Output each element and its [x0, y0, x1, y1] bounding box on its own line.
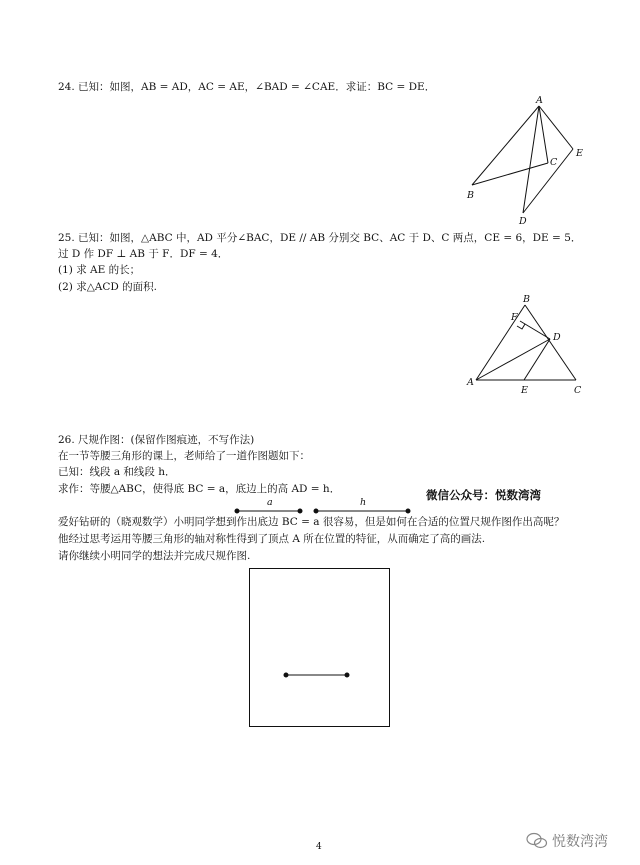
q25-seg-de [524, 339, 550, 380]
q24-seg-ac [539, 106, 548, 163]
q26-line5: 爱好钻研的（晓观数学）小明同学想到作出底边 BC = a 很容易，但是如何在合适的位置尺规作图作出高呢？ [58, 516, 565, 528]
q25-line4: (2) 求△ACD 的面积. [58, 281, 157, 293]
base-segment-start-dot [284, 673, 288, 677]
q25-label-f: F [511, 312, 518, 323]
q24-seg-bc [472, 163, 548, 185]
segment-h-end-dot [406, 509, 410, 513]
base-segment-end-dot [345, 673, 349, 677]
segment-a-start-dot [235, 509, 239, 513]
q25-label-e: E [521, 385, 528, 396]
page-number: 4 [316, 842, 322, 852]
q25-figure [460, 295, 590, 400]
q25-label-a: A [467, 377, 474, 388]
q24-label-e: E [576, 148, 583, 159]
q24-label-c: C [550, 157, 558, 168]
segment-a-label: a [267, 497, 273, 508]
q25-seg-ad [476, 339, 550, 380]
q26-line3: 已知：线段 a 和线段 h． [58, 466, 176, 478]
q26-line1: 26. 尺规作图：(保留作图痕迹，不写作法) [58, 434, 255, 446]
q25-line2: 过 D 作 DF ⊥ AB 于 F．DF = 4． [58, 248, 229, 260]
q24-label-d: D [519, 216, 527, 227]
segment-h-label: h [360, 497, 367, 508]
wechat-logo-icon [525, 831, 549, 851]
wechat-account-label: 微信公众号：悦数湾湾 [426, 488, 541, 502]
q24-seg-ae [539, 106, 573, 149]
construction-box [249, 568, 391, 728]
segment-h-start-dot [314, 509, 318, 513]
segment-a-end-dot [298, 509, 302, 513]
q26-line6: 他经过思考运用等腰三角形的轴对称性得到了顶点 A 所在位置的特征，从而确定了高的画法. [58, 533, 486, 545]
q24-label-a: A [536, 95, 543, 106]
q25-label-c: C [574, 385, 582, 396]
watermark-text: 悦数湾湾 [552, 834, 608, 850]
q26-line4: 求作：等腰△ABC，使得底 BC = a，底边上的高 AD = h． [58, 483, 341, 495]
q25-seg-df [520, 321, 550, 339]
q26-line7: 请你继续小明同学的想法并完成尺规作图. [58, 550, 251, 562]
q25-seg-ab [476, 305, 525, 380]
q25-seg-bc [525, 305, 576, 380]
q24-text: 24. 已知：如图，AB = AD，AC = AE，∠BAD = ∠CAE．求证：BC = DE． [58, 81, 436, 93]
q25-line1: 25. 已知：如图，△ABC 中，AD 平分∠BAC，DE // AB 分别交 BC、AC 于 D、C 两点，CE = 6，DE = 5． [58, 232, 582, 244]
q24-label-b: B [467, 190, 474, 201]
q24-seg-de [523, 149, 573, 213]
q24-figure [460, 95, 590, 225]
q25-right-angle-mark [517, 324, 525, 329]
q25-label-b: B [523, 294, 530, 305]
q25-label-d: D [553, 332, 561, 343]
construction-frame [250, 569, 390, 727]
q26-line2: 在一节等腰三角形的课上，老师给了一道作图题如下： [58, 450, 310, 462]
q25-line3: (1) 求 AE 的长； [58, 264, 141, 276]
